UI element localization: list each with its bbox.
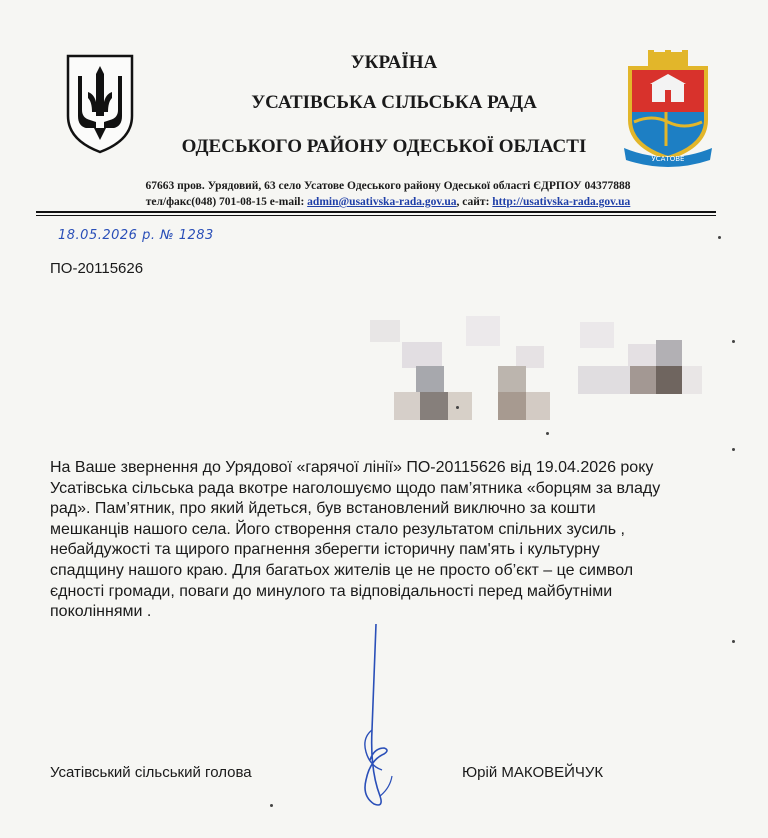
country-title: УКРАЇНА [350,52,438,73]
paper-speck [732,340,735,343]
website-link[interactable]: http://usativska-rada.gov.ua [492,196,631,208]
letter-body [50,458,710,623]
contacts-line [4,196,768,208]
paper-speck [732,448,735,451]
reference-number: ПО-20115626 [50,260,144,277]
paper-speck [718,236,721,239]
site-label: , сайт: [456,196,493,208]
handwritten-signature-icon [340,620,400,810]
body-line: небайдужості та щирого прагнення зберегти історичну пам'ять і культурну [50,541,600,559]
signatory-name: Юрій МАКОВЕЙЧУК [462,764,604,781]
body-line: єдності громади, поваги до минулого та відповідальності перед майбутніми [50,582,613,600]
body-line: мешканців нашого села. Його створення стало результатом спільних зусиль , [50,520,625,538]
body-line: На Ваше звернення до Урядової «гарячої лінії» ПО-20115626 від 19.04.2026 року [50,459,654,476]
body-line: поколіннями . [50,603,152,621]
paper-speck [546,432,549,435]
header-divider-thick [36,211,716,213]
redacted-addressee-block [366,312,706,422]
region-title: ОДЕСЬКОГО РАЙОНУ ОДЕСЬКОЇ ОБЛАСТІ [181,136,587,157]
header-divider-thin [36,215,716,216]
paper-speck [732,640,735,643]
phone-label: тел/факс(048) 701-08-15 e-mail: [145,196,308,208]
body-line: спадщину нашого краю. Для багатьох жителів це не просто об’єкт – це символ [50,561,634,579]
handwritten-registration-number: 18.05.2026 р. № 1283 [58,228,214,243]
council-title: УСАТІВСЬКА СІЛЬСЬКА РАДА [251,92,537,113]
coat-ribbon-text: УСАТОВЕ [651,155,685,163]
address-line: 67663 пров. Урядовий, 63 село Усатове Одеського району Одеської області ЄДРПОУ 04377888 [145,180,631,192]
body-line: Усатівська сільська рада вкотре наголошуємо щодо пам’ятника «борцям за владу [50,479,661,497]
email-link[interactable]: admin@usativska-rada.gov.ua [307,196,457,208]
paper-speck [270,804,273,807]
body-line: рад». Пам’ятник, про який йдеться, був встановлений виключно за кошти [50,500,596,518]
paper-speck [456,406,459,409]
signatory-position: Усатівський сільський голова [50,764,252,781]
